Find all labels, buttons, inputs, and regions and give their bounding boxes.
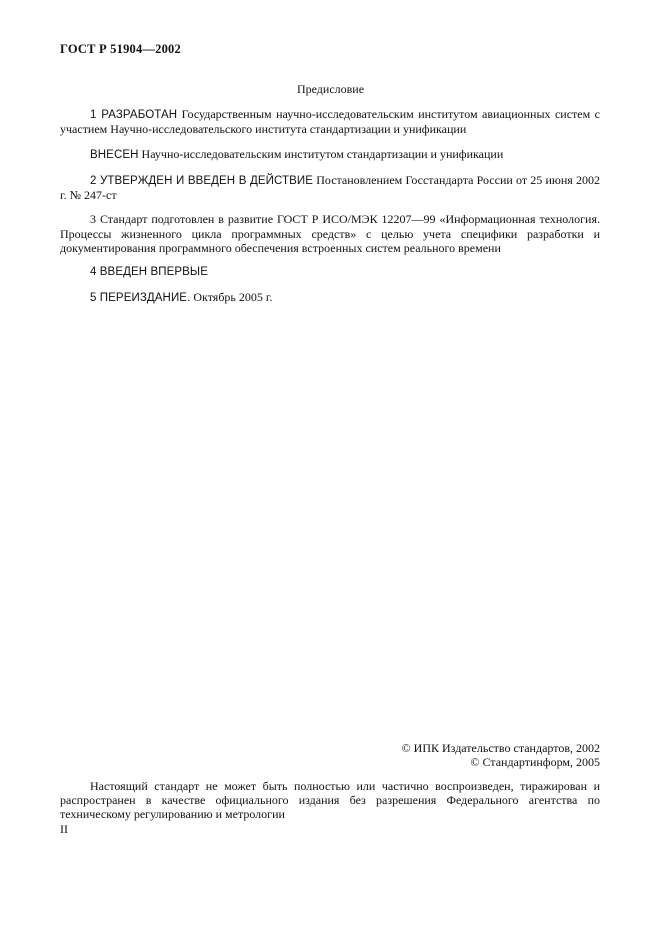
item-caps: 2 УТВЕРЖДЕН И ВВЕДЕН В ДЕЙСТВИЕ bbox=[90, 175, 314, 187]
preface-item-first-introduced bbox=[60, 264, 600, 279]
item-text: Государственным научно-исследовательским институтом авиационных систем с участием Научно-исследовательского института стандартизации и унификации bbox=[60, 107, 600, 136]
preface-item-reissue bbox=[60, 290, 600, 305]
page-number: II bbox=[60, 822, 68, 836]
item-text: Научно-исследовательским институтом стандартизации и унификации bbox=[138, 147, 504, 161]
preface-item-developed-basis bbox=[60, 212, 600, 255]
copyright-line-2: © Стандартинформ, 2005 bbox=[470, 755, 600, 769]
copyright-block bbox=[402, 741, 600, 769]
preface-item-developed bbox=[60, 107, 600, 136]
item-text: Октябрь 2005 г. bbox=[190, 290, 273, 304]
item-caps: 4 ВВЕДЕН ВПЕРВЫЕ bbox=[90, 266, 208, 278]
preface-item-submitted bbox=[60, 147, 600, 162]
item-text: 3 Стандарт подготовлен в развитие ГОСТ Р ИСО/МЭК 12207—99 «Информационная технология. Процессы жизненного цикла программных средств» с целью учета специфики разработки и документирования программного обеспечения встроенных систем реального времени bbox=[60, 212, 600, 255]
reproduction-notice: Настоящий стандарт не может быть полностью или частично воспроизведен, тиражирован и распространен в качестве официального издания без разрешения Федерального агентства по техническому регулированию и метрологии bbox=[60, 779, 600, 821]
preface-item-approved bbox=[60, 173, 600, 202]
copyright-line-1: © ИПК Издательство стандартов, 2002 bbox=[401, 741, 600, 755]
item-text: Постановлением Госстандарта России от 25 июня 2002 г. № 247-ст bbox=[60, 173, 600, 202]
item-caps: ВНЕСЕН bbox=[90, 149, 139, 161]
document-id: ГОСТ Р 51904—2002 bbox=[60, 42, 181, 56]
item-caps: 1 РАЗРАБОТАН bbox=[90, 109, 178, 121]
item-caps: 5 ПЕРЕИЗДАНИЕ. bbox=[90, 292, 191, 304]
preface-title: Предисловие bbox=[296, 82, 365, 96]
